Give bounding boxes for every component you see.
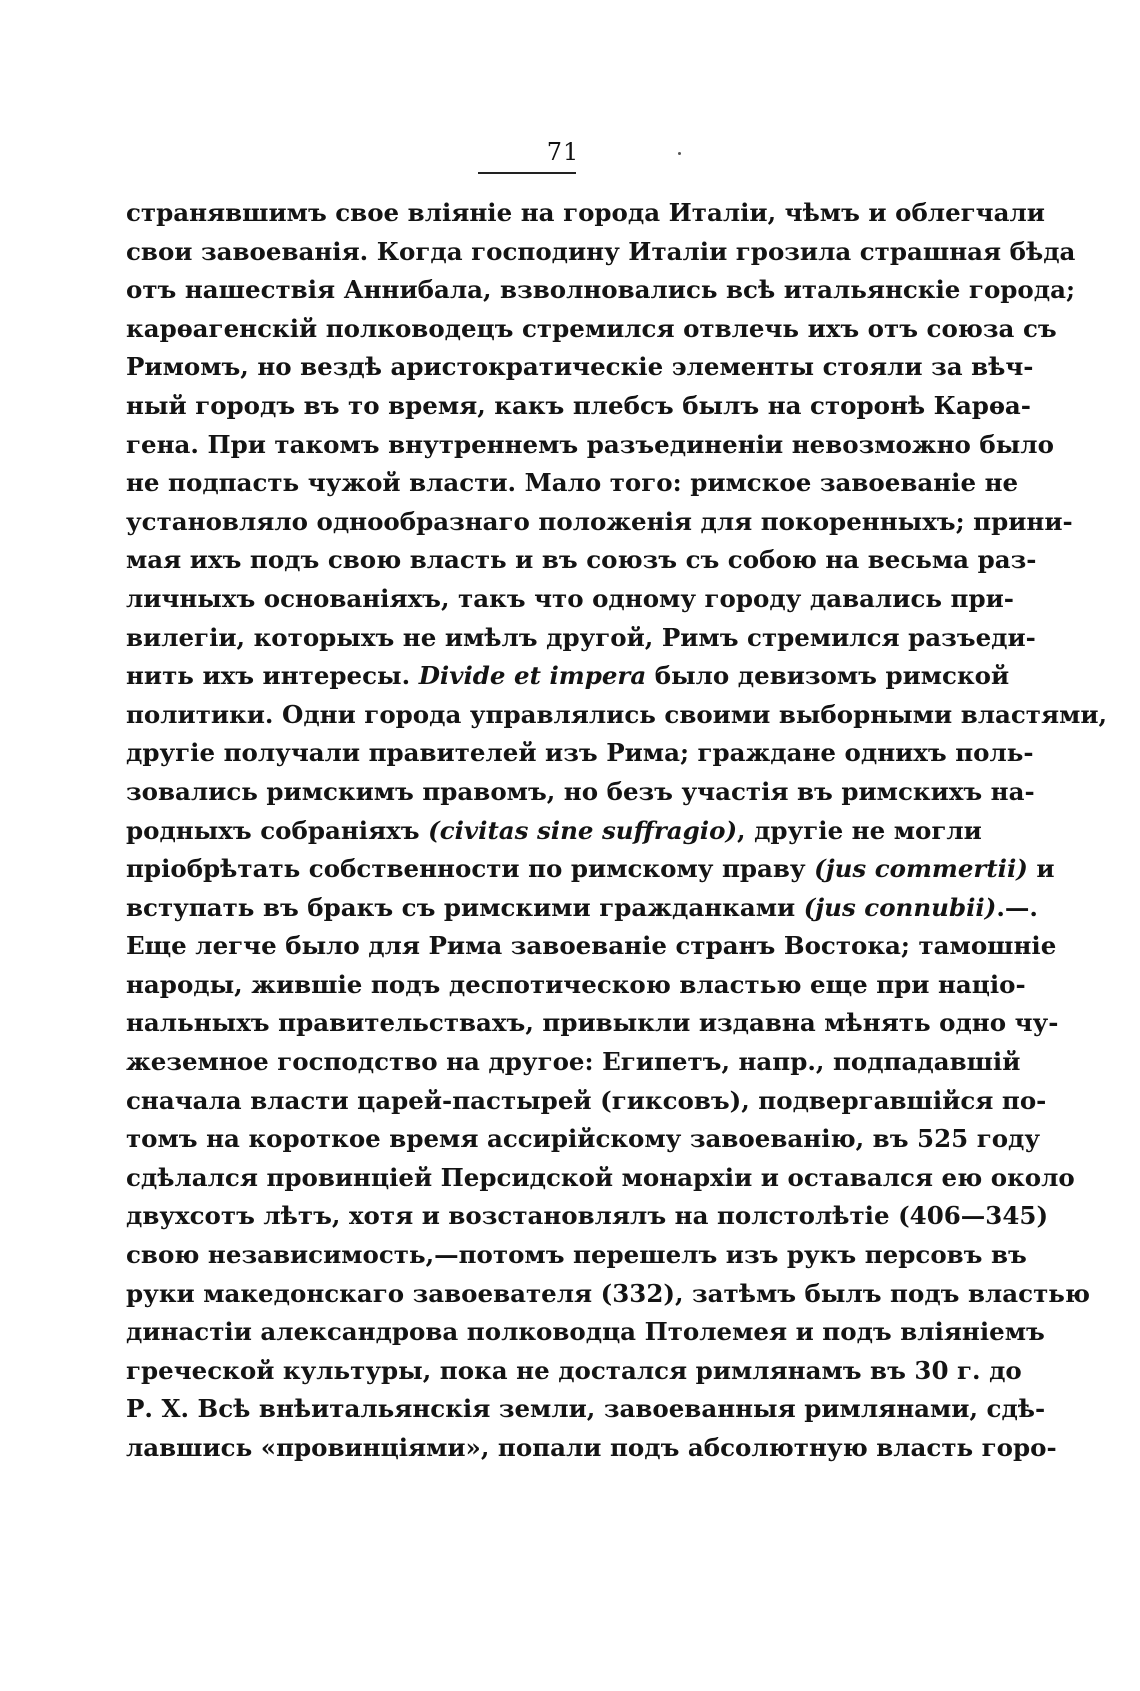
text-segment: гена. При такомъ внутреннемъ разъединеніи невозможно было <box>126 429 1054 459</box>
text-segment: сдѣлался провинціей Персидской монархіи и оставался ею около <box>126 1162 1075 1192</box>
text-line <box>126 1313 1045 1352</box>
text-segment: свои завоеванія. Когда господину Италіи грозила страшная бѣда <box>126 236 1076 266</box>
text-segment: не подпасть чужой власти. Мало того: римское завоеваніе не <box>126 468 1019 498</box>
text-segment: личныхъ основаніяхъ, такъ что одному городу давались при- <box>126 583 1014 613</box>
text-segment: было девизомъ римской <box>646 661 1010 691</box>
text-line <box>126 464 1019 503</box>
text-segment: народы, жившіе подъ деспотическою властью еще при націо- <box>126 969 1026 999</box>
body-text <box>126 194 1108 1468</box>
text-segment: руки македонскаго завоевателя (332), затѣмъ былъ подъ властью <box>126 1278 1091 1308</box>
latin-phrase: Divide et impera <box>418 661 647 691</box>
latin-phrase: (jus connubii) <box>803 892 997 922</box>
text-segment: .—. <box>996 892 1038 922</box>
text-line <box>126 194 1045 233</box>
text-line <box>126 734 1034 773</box>
text-segment: нить ихъ интересы. <box>126 661 419 691</box>
text-segment: Римомъ, но вездѣ аристократическіе элементы стояли за вѣч- <box>126 352 1034 382</box>
latin-phrase: (jus commertii) <box>814 854 1028 884</box>
text-segment: пріобрѣтать собственности по римскому праву <box>126 854 815 884</box>
text-line <box>126 696 1108 735</box>
text-segment: другіе получали правителей изъ Рима; граждане однихъ поль- <box>126 738 1034 768</box>
text-segment: нальныхъ правительствахъ, привыкли издавна мѣнять одно чу- <box>126 1008 1059 1038</box>
text-line <box>126 1197 1049 1236</box>
text-line <box>126 310 1057 349</box>
text-segment: сначала власти царей-пастырей (гиксовъ), подвергавшійся по- <box>126 1085 1047 1115</box>
text-segment: карѳагенскій полководецъ стремился отвлечь ихъ отъ союза съ <box>126 313 1057 343</box>
text-segment: , другіе не могли <box>737 815 982 845</box>
text-line <box>126 850 1055 889</box>
text-line <box>126 1159 1075 1198</box>
text-line <box>126 1352 1022 1391</box>
text-segment: вилегіи, которыхъ не имѣлъ другой, Римъ стремился разъеди- <box>126 622 1036 652</box>
text-line <box>126 503 1073 542</box>
text-segment: установляло однообразнаго положенія для покоренныхъ; прини- <box>126 506 1073 536</box>
text-line <box>126 348 1034 387</box>
text-line <box>126 657 1010 696</box>
text-line <box>126 233 1076 272</box>
text-segment: политики. Одни города управлялись своими выборными властями, <box>126 699 1108 729</box>
text-segment: двухсотъ лѣтъ, хотя и возстановлялъ на полстолѣтіе (406—345) <box>126 1201 1049 1231</box>
text-segment: династіи александрова полководца Птолемея и подъ вліяніемъ <box>126 1317 1045 1347</box>
text-line <box>126 812 982 851</box>
text-segment: ный городъ въ то время, какъ плебсъ былъ на сторонѣ Карѳа- <box>126 390 1031 420</box>
text-segment: вступать въ бракъ съ римскими гражданками <box>126 892 804 922</box>
text-line <box>126 271 1076 310</box>
text-segment: отъ нашествія Аннибала, взволновались всѣ итальянскіе города; <box>126 275 1076 305</box>
text-line <box>126 1082 1047 1121</box>
text-line <box>126 1390 1046 1429</box>
text-line <box>126 541 1037 580</box>
text-segment: странявшимъ свое вліяніе на города Италіи, чѣмъ и облегчали <box>126 198 1045 227</box>
text-line <box>126 1043 1021 1082</box>
page-header <box>0 138 1140 166</box>
text-line <box>126 619 1036 658</box>
text-segment: мая ихъ подъ свою власть и въ союзъ съ собою на весьма раз- <box>126 545 1037 575</box>
text-segment: свою независимость,—потомъ перешелъ изъ рукъ персовъ въ <box>126 1240 1027 1270</box>
text-line <box>126 1120 1041 1159</box>
text-line <box>126 927 1057 966</box>
text-segment: зовались римскимъ правомъ, но безъ участія въ римскихъ на- <box>126 776 1035 806</box>
text-segment: Еще легче было для Рима завоеваніе странъ Востока; тамошніе <box>126 931 1057 961</box>
text-segment: жеземное господство на другое: Египетъ, напр., подпадавшій <box>126 1047 1021 1077</box>
text-segment: томъ на короткое время ассирійскому завоеванію, въ 525 году <box>126 1124 1041 1154</box>
text-line <box>126 773 1035 812</box>
text-line <box>126 1236 1027 1275</box>
text-line <box>126 426 1054 465</box>
text-segment: родныхъ собраніяхъ <box>126 815 429 845</box>
text-line <box>126 387 1031 426</box>
text-segment: лавшись «провинціями», попали подъ абсолютную власть горо- <box>126 1433 1057 1462</box>
page-number: 71 <box>546 138 580 166</box>
text-segment: греческой культуры, пока не достался римлянамъ въ 30 г. до <box>126 1355 1022 1385</box>
text-segment: и <box>1027 854 1055 884</box>
text-line <box>126 966 1026 1005</box>
text-line <box>126 889 1038 928</box>
header-rule <box>478 172 576 174</box>
text-line <box>126 1429 1057 1468</box>
text-segment: Р. Х. Всѣ внѣитальянскія земли, завоеванныя римлянами, сдѣ- <box>126 1394 1046 1424</box>
text-line <box>126 1004 1059 1043</box>
text-line <box>126 580 1014 619</box>
text-line <box>126 1275 1091 1314</box>
print-speck <box>678 152 681 155</box>
latin-phrase: (civitas sine suffragio) <box>428 815 738 845</box>
